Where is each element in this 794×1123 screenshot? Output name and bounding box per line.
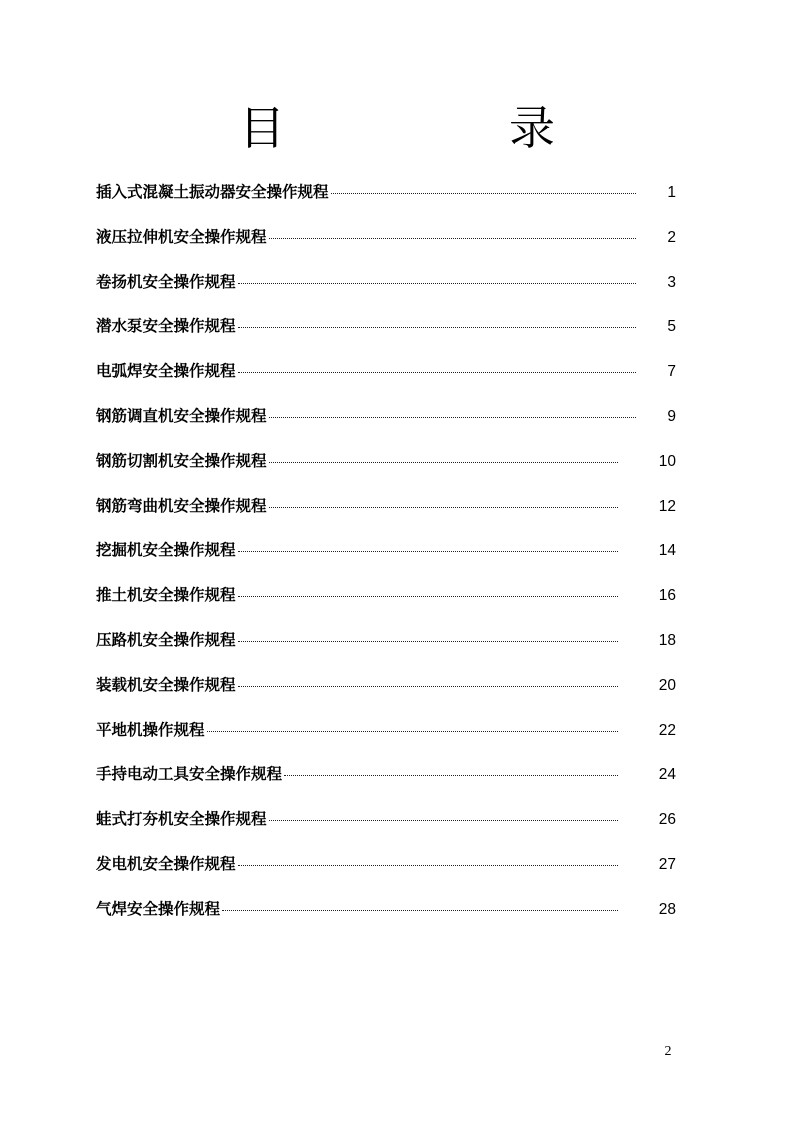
table-of-contents [96, 180, 676, 942]
toc-entry-page: 10 [658, 452, 676, 470]
dot-leader [222, 910, 618, 911]
dot-leader [238, 327, 636, 328]
toc-entry-title: 压路机安全操作规程 [96, 630, 236, 649]
toc-entry-page: 3 [667, 273, 676, 291]
toc-entry-page: 16 [658, 587, 676, 605]
page-number: 2 [664, 1044, 672, 1059]
dot-leader [269, 507, 618, 508]
toc-entry-title: 发电机安全操作规程 [96, 854, 236, 873]
dot-leader [207, 731, 618, 732]
toc-entry[interactable] [96, 180, 676, 225]
dot-leader [284, 775, 618, 776]
toc-entry-page: 5 [667, 318, 676, 336]
dot-leader [238, 551, 618, 552]
toc-entry-page: 14 [658, 542, 676, 560]
toc-entry-title: 蛙式打夯机安全操作规程 [96, 810, 267, 829]
toc-entry[interactable] [96, 762, 676, 807]
toc-entry[interactable] [96, 852, 676, 897]
toc-entry-title: 平地机操作规程 [96, 720, 205, 739]
toc-entry-title: 钢筋调直机安全操作规程 [96, 406, 267, 425]
toc-entry-page: 26 [658, 811, 676, 829]
toc-entry[interactable] [96, 449, 676, 494]
toc-entry-page: 22 [658, 721, 676, 739]
toc-entry-page: 20 [658, 676, 676, 694]
toc-entry-title: 手持电动工具安全操作规程 [96, 765, 283, 784]
toc-entry-page: 2 [667, 228, 676, 246]
toc-entry-title: 液压拉伸机安全操作规程 [96, 227, 267, 246]
toc-entry[interactable] [96, 404, 676, 449]
toc-entry-title: 潜水泵安全操作规程 [96, 317, 236, 336]
toc-entry-page: 1 [667, 184, 676, 201]
dot-leader [331, 193, 636, 194]
toc-entry-title: 钢筋切割机安全操作规程 [96, 451, 267, 470]
toc-entry-page: 28 [658, 900, 676, 918]
toc-entry-title: 插入式混凝土振动器安全操作规程 [96, 183, 329, 201]
toc-entry-title: 电弧焊安全操作规程 [96, 362, 236, 381]
dot-leader [238, 283, 636, 284]
toc-entry[interactable] [96, 314, 676, 359]
toc-entry-page: 18 [658, 631, 676, 649]
toc-entry[interactable] [96, 718, 676, 763]
toc-entry-page: 12 [658, 497, 676, 515]
toc-entry[interactable] [96, 359, 676, 404]
toc-entry[interactable] [96, 270, 676, 315]
toc-entry-page: 24 [658, 766, 676, 784]
toc-entry-title: 推土机安全操作规程 [96, 586, 236, 605]
toc-entry[interactable] [96, 897, 676, 942]
dot-leader [238, 686, 618, 687]
toc-entry[interactable] [96, 494, 676, 539]
dot-leader [238, 641, 618, 642]
dot-leader [269, 820, 618, 821]
toc-entry-title: 挖掘机安全操作规程 [96, 541, 236, 560]
toc-entry-page: 9 [667, 407, 676, 425]
toc-entry-title: 钢筋弯曲机安全操作规程 [96, 496, 267, 515]
toc-entry[interactable] [96, 628, 676, 673]
dot-leader [269, 238, 636, 239]
toc-entry[interactable] [96, 583, 676, 628]
toc-entry[interactable] [96, 225, 676, 270]
dot-leader [269, 417, 636, 418]
toc-entry-title: 气焊安全操作规程 [96, 899, 221, 918]
dot-leader [238, 372, 636, 373]
toc-entry-page: 7 [667, 363, 676, 381]
toc-entry-page: 27 [658, 855, 676, 873]
dot-leader [238, 596, 618, 597]
toc-entry-title: 装载机安全操作规程 [96, 675, 236, 694]
toc-entry[interactable] [96, 538, 676, 583]
toc-entry-title: 卷扬机安全操作规程 [96, 272, 236, 291]
dot-leader [238, 865, 618, 866]
toc-entry[interactable] [96, 807, 676, 852]
dot-leader [269, 462, 618, 463]
toc-entry[interactable] [96, 673, 676, 718]
toc-title: 目 录 [239, 101, 599, 155]
